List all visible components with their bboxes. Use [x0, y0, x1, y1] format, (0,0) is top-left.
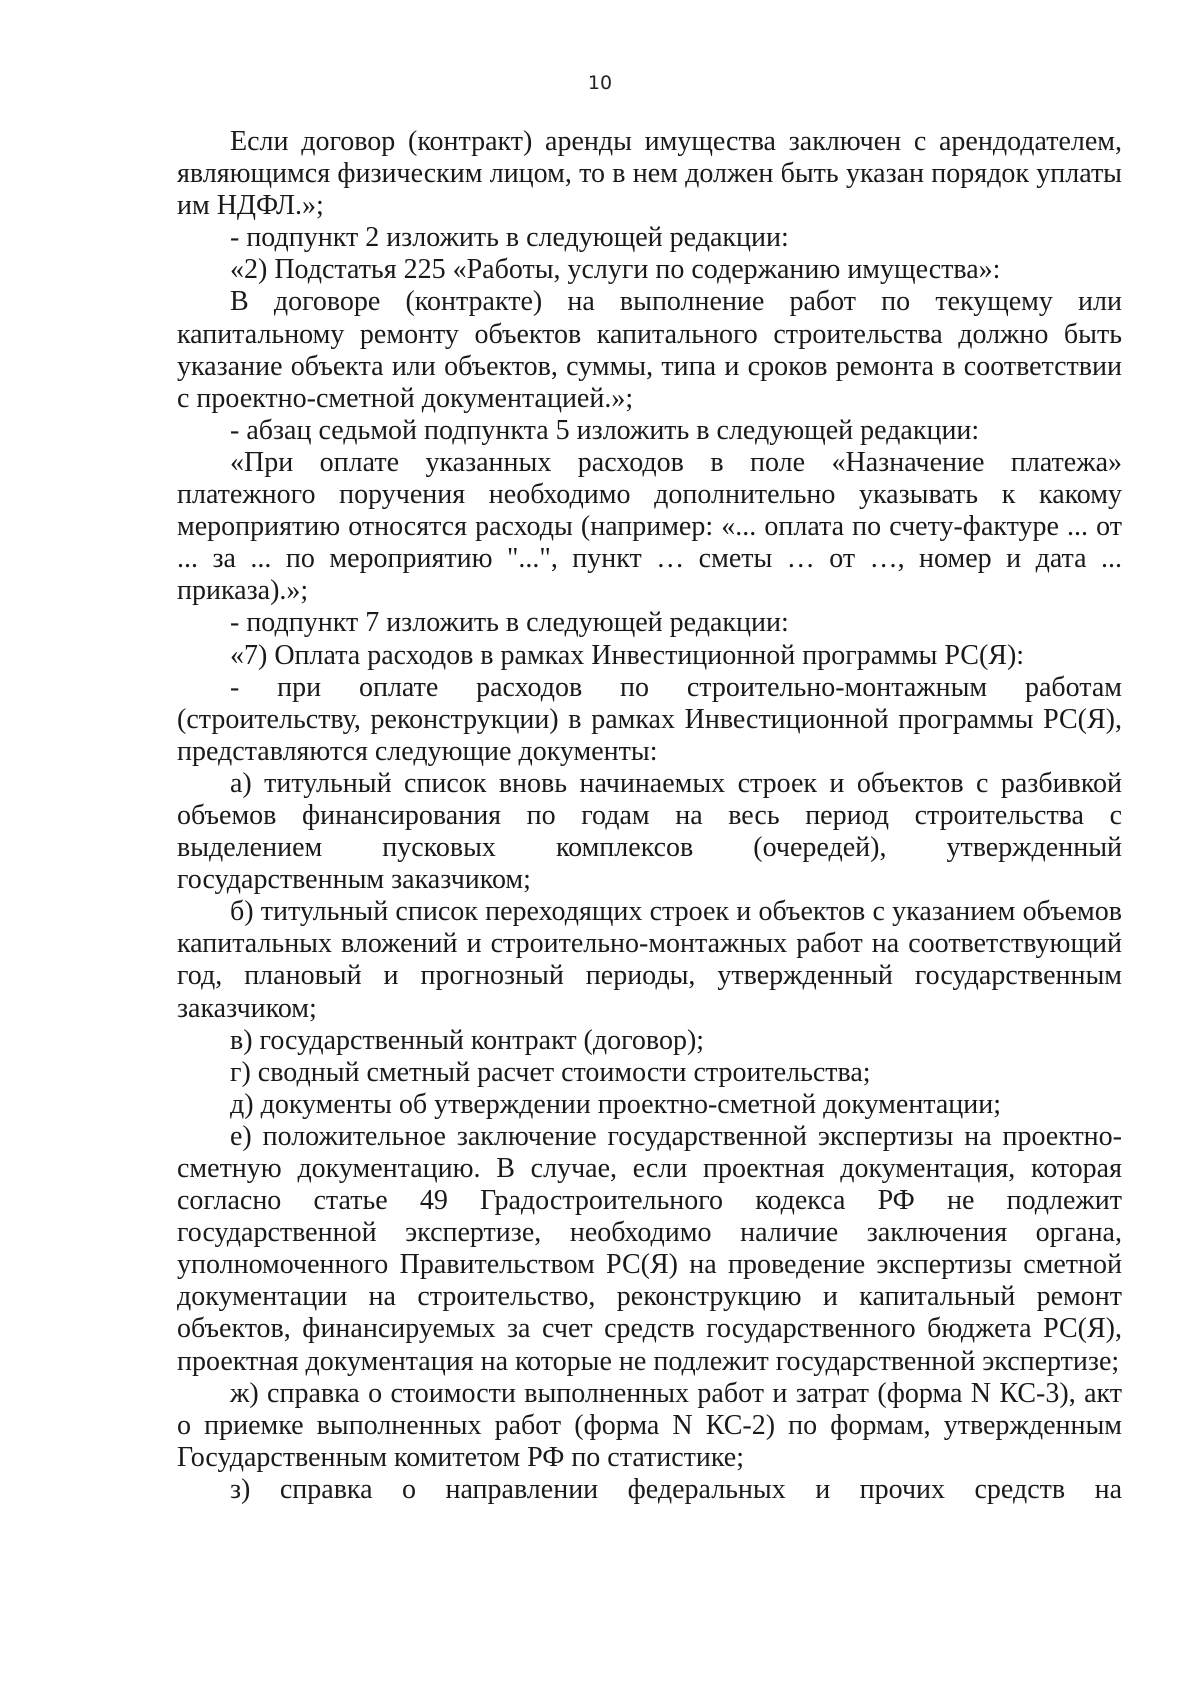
- paragraph-subitem-5-intro: - абзац седьмой подпункта 5 изложить в следующей редакции:: [230, 414, 980, 446]
- list-item-e: е) положительное заключение государственной экспертизы на проектно-сметную документацию. В случае, если проектная документация, которая согласно статье 49 Градостроительного кодекса РФ не подлежит государственной экспертизе, необходимо наличие заключения органа, уполномоченного Правительством РС(Я) на проведение экспертизы сметной документации на строительство, реконструкцию и капитальный ремонт объектов, финансируемых за счет средств государственного бюджета РС(Я), проектная документация на которые не подлежит государственной экспертизе;: [177, 1120, 1122, 1377]
- paragraph-subitem-2-intro: - подпункт 2 изложить в следующей редакции:: [230, 222, 789, 254]
- paragraph-repair-contract: В договоре (контракте) на выполнение работ по текущему или капитальному ремонту объектов капитального строительства должно быть указание объекта или объектов, суммы, типа и сроков ремонта в соответствии с проектно-сметной документацией.»;: [177, 286, 1122, 414]
- list-item-zh: ж) справка о стоимости выполненных работ и затрат (форма N КС-3), акт о приемке выполненных работ (форма N КС-2) по формам, утвержденным Государственным комитетом РФ по статистике;: [177, 1377, 1122, 1473]
- list-item-z: з) справка о направлении федеральных и прочих средств на: [230, 1473, 1122, 1505]
- paragraph-subitem-7-intro: - подпункт 7 изложить в следующей редакции:: [230, 607, 789, 639]
- list-item-g: г) сводный сметный расчет стоимости строительства;: [230, 1056, 871, 1088]
- list-item-v: в) государственный контракт (договор);: [230, 1024, 705, 1056]
- paragraph-ndfl-note: Если договор (контракт) аренды имущества заключен с арендодателем, являющимся физическим лицом, то в нем должен быть указан порядок уплаты им НДФЛ.»;: [177, 126, 1122, 222]
- list-item-b: б) титульный список переходящих строек и объектов с указанием объемов капитальных вложений и строительно-монтажных работ на соответствующий год, плановый и прогнозный периоды, утвержденный государственным заказчиком;: [177, 896, 1122, 1024]
- paragraph-investment-program: «7) Оплата расходов в рамках Инвестиционной программы РС(Я):: [230, 639, 1025, 671]
- document-body: [177, 126, 1122, 1506]
- paragraph-substatya-225: «2) Подстатья 225 «Работы, услуги по содержанию имущества»:: [230, 254, 1001, 286]
- page-number: 10: [587, 72, 613, 94]
- paragraph-construction-payment: - при оплате расходов по строительно-монтажным работам (строительству, реконструкции) в рамках Инвестиционной программы РС(Я), представляются следующие документы:: [177, 671, 1122, 767]
- list-item-a: а) титульный список вновь начинаемых строек и объектов с разбивкой объемов финансирования по годам на весь период строительства с выделением пусковых комплексов (очередей), утвержденный государственным заказчиком;: [177, 767, 1122, 896]
- paragraph-payment-purpose: «При оплате указанных расходов в поле «Назначение платежа» платежного поручения необходимо дополнительно указывать к какому мероприятию относятся расходы (например: «... оплата по счету-фактуре ... от ... за ... по мероприятию "...", пункт … сметы … от …, номер и дата ... приказа).»;: [177, 446, 1122, 607]
- list-item-d: д) документы об утверждении проектно-сметной документации;: [230, 1088, 1002, 1120]
